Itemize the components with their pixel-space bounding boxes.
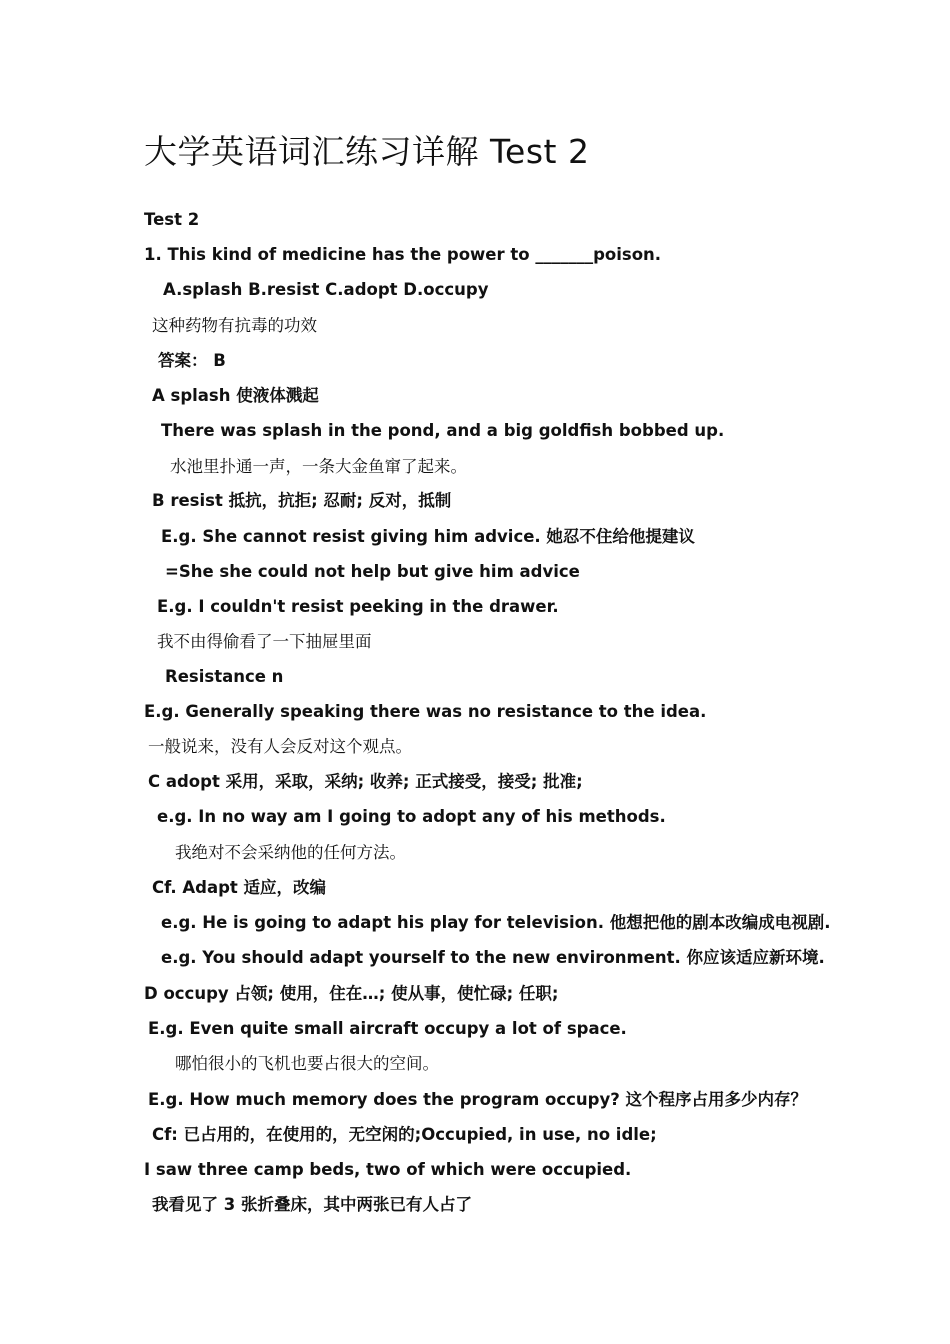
text-line: 这种药物有抗毒的功效 [152, 316, 317, 335]
text-line: 我绝对不会采纳他的任何方法。 [175, 843, 406, 862]
text-line: E.g. How much memory does the program occupy? 这个程序占用多少内存？ [148, 1090, 808, 1109]
text-line: I saw three camp beds, two of which were occupied. [144, 1160, 632, 1179]
text-line: C adopt 采用，采取，采纳; 收养; 正式接受，接受; 批准; [148, 772, 583, 791]
text-line: D occupy 占领; 使用，住在…; 使从事，使忙碌; 任职; [144, 984, 559, 1003]
text-line: Cf: 已占用的，在使用的，无空闲的;Occupied, in use, no idle; [152, 1125, 657, 1144]
text-line: 我不由得偷看了一下抽屉里面 [157, 632, 372, 651]
text-line: B resist 抵抗，抗拒; 忍耐; 反对，抵制 [152, 491, 452, 510]
text-line: E.g. I couldn't resist peeking in the drawer. [157, 597, 559, 616]
text-line: e.g. In no way am I going to adopt any of his methods. [157, 807, 666, 826]
text-line: A splash 使液体溅起 [152, 386, 319, 405]
text-line: 哪怕很小的飞机也要占很大的空间。 [175, 1054, 439, 1073]
text-line: =She she could not help but give him advice [165, 562, 580, 581]
text-line: A.splash B.resist C.adopt D.occupy [163, 280, 489, 299]
text-line: E.g. Even quite small aircraft occupy a lot of space. [148, 1019, 627, 1038]
document-title: 大学英语词汇练习详解 Test 2 [144, 132, 590, 171]
text-line: 一般说来，没有人会反对这个观点。 [148, 737, 412, 756]
text-line: e.g. He is going to adapt his play for television. 他想把他的剧本改编成电视剧. [161, 913, 831, 932]
text-line: E.g. Generally speaking there was no resistance to the idea. [144, 702, 707, 721]
text-line: 水池里扑通一声，一条大金鱼窜了起来。 [170, 457, 467, 476]
text-line: Test 2 [144, 210, 200, 229]
text-line: Resistance n [165, 667, 284, 686]
text-line: 1. This kind of medicine has the power to _______poison. [144, 245, 662, 264]
text-line: 我看见了 3 张折叠床，其中两张已有人占了 [152, 1195, 472, 1214]
text-line: e.g. You should adapt yourself to the new environment. 你应该适应新环境. [161, 948, 825, 967]
text-line: E.g. She cannot resist giving him advice. 她忍不住给他提建议 [161, 527, 695, 546]
text-line: 答案： B [158, 351, 226, 370]
text-line: There was splash in the pond, and a big goldfish bobbed up. [161, 421, 725, 440]
text-line: Cf. Adapt 适应，改编 [152, 878, 327, 897]
